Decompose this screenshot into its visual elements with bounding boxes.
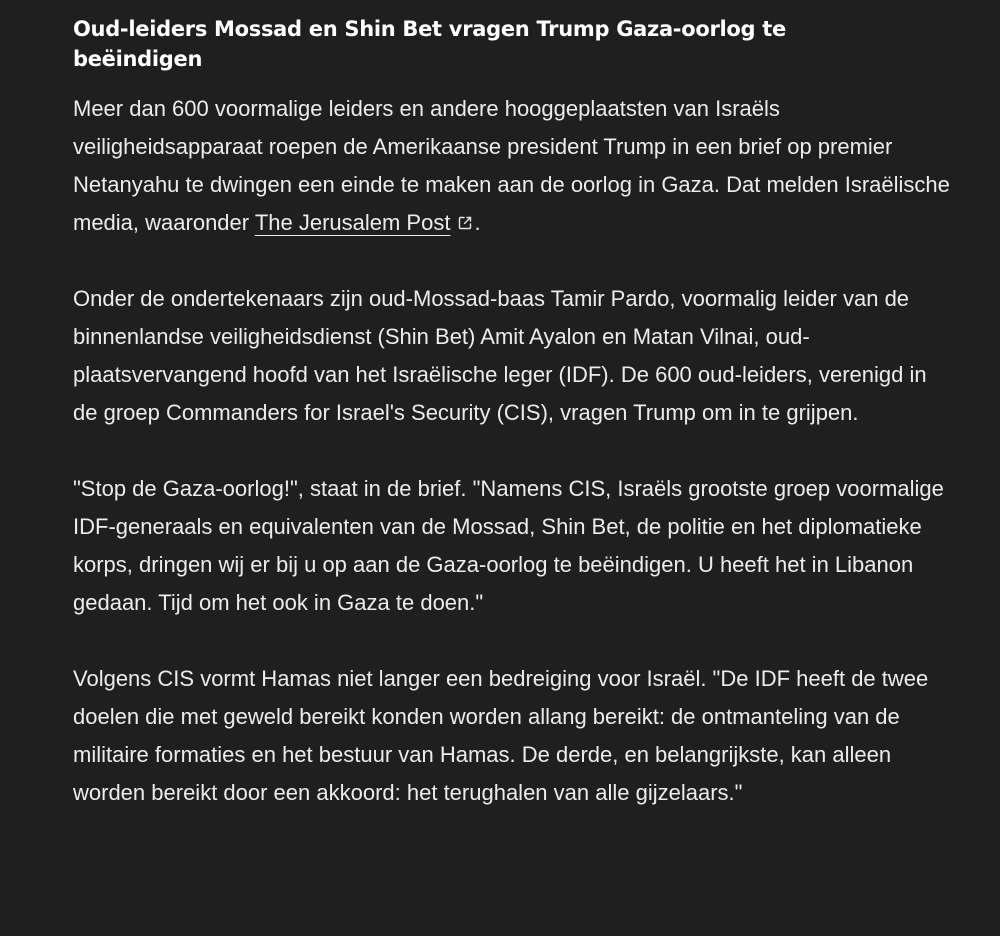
paragraph-1-end: . <box>474 210 481 235</box>
article <box>73 14 953 812</box>
article-headline: Oud-leiders Mossad en Shin Bet vragen Trump Gaza-oorlog te beëindigen <box>73 17 786 71</box>
paragraph-1-text: Meer dan 600 voormalige leiders en andere hooggeplaatsten van Israëls veiligheidsapparaat roepen de Amerikaanse president Trump in een brief op premier Netanyahu te dwingen een einde te maken aan de oorlog in Gaza. Dat melden Israëlische media, waaronder <box>73 96 950 235</box>
article-paragraph-2: Onder de ondertekenaars zijn oud-Mossad-baas Tamir Pardo, voormalig leider van de binnenlandse veiligheidsdienst (Shin Bet) Amit Ayalon en Matan Vilnai, oud-plaatsvervangend hoofd van het Israëlische leger (IDF). De 600 oud-leiders, verenigd in de groep Commanders for Israel's Security (CIS), vragen Trump om in te grijpen. <box>73 286 927 425</box>
external-link-icon[interactable] <box>456 214 474 232</box>
jerusalem-post-link-text: The Jerusalem Post <box>254 210 451 235</box>
article-paragraph-1 <box>73 90 953 242</box>
jerusalem-post-link[interactable] <box>255 210 451 235</box>
article-paragraph-3: "Stop de Gaza-oorlog!", staat in de brief. "Namens CIS, Israëls grootste groep voormalige IDF-generaals en equivalenten van de Mossad, Shin Bet, de politie en het diplomatieke korps, dringen wij er bij u op aan de Gaza-oorlog te beëindigen. U heeft het in Libanon gedaan. Tijd om het ook in Gaza te doen." <box>73 476 944 615</box>
article-paragraph-4: Volgens CIS vormt Hamas niet langer een bedreiging voor Israël. "De IDF heeft de twee doelen die met geweld bereikt konden worden allang bereikt: de ontmanteling van de militaire formaties en het bestuur van Hamas. De derde, en belangrijkste, kan alleen worden bereikt door een akkoord: het terughalen van alle gijzelaars." <box>73 666 929 805</box>
